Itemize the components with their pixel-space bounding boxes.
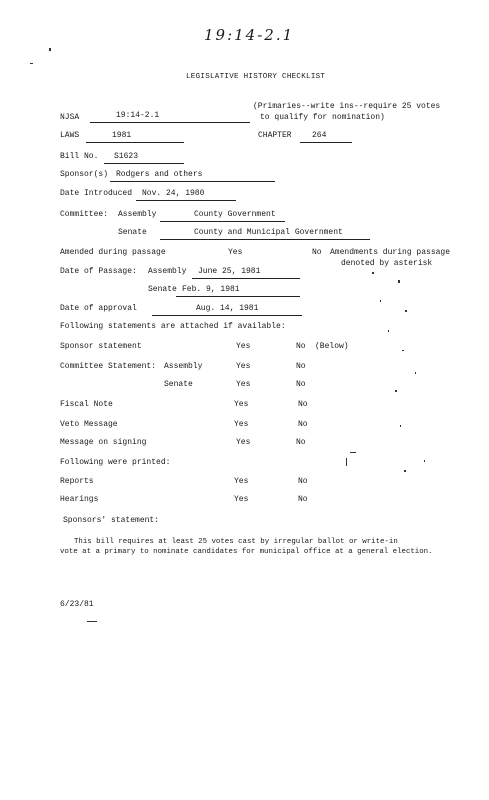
chapter-label: CHAPTER [258, 131, 292, 140]
hearings-label: Hearings [60, 495, 99, 504]
hearings-yes: Yes [234, 495, 249, 504]
introduced-label: Date Introduced [60, 189, 133, 198]
senate-committee-label: Senate [118, 228, 147, 237]
statement-line-2: vote at a primary to nominate candidates for municipal office at a general election. [60, 548, 433, 556]
passage-senate-label: Senate [148, 285, 177, 294]
veto-message-yes: Yes [234, 420, 249, 429]
committee-assembly-no: No [296, 362, 306, 371]
laws-field [86, 131, 184, 143]
amended-note-line-2: denoted by asterisk [341, 259, 433, 268]
stray-mark [30, 63, 33, 64]
footer-date: 6/23/81 [60, 600, 94, 609]
sponsor-statement-yes: Yes [236, 342, 251, 351]
laws-value: 1981 [112, 131, 132, 140]
njsa-value: 19:14-2.1 [116, 111, 160, 120]
approval-field [152, 304, 302, 316]
njsa-field [90, 111, 250, 123]
passage-label: Date of Passage: [60, 267, 137, 276]
bill-value: S1623 [114, 152, 139, 161]
committee-senate-yes: Yes [236, 380, 251, 389]
passage-assembly-label: Assembly [148, 267, 187, 276]
statement-line-1: This bill requires at least 25 votes cast by irregular ballot or write-in [74, 538, 398, 546]
committee-senate-no: No [296, 380, 306, 389]
fiscal-note-no: No [298, 400, 308, 409]
stray-mark [87, 621, 97, 622]
committee-statement-senate: Senate [164, 380, 193, 389]
amended-note-line-1: Amendments during passage [330, 248, 451, 257]
bill-label: Bill No. [60, 152, 99, 161]
veto-message-no: No [298, 420, 308, 429]
approval-label: Date of approval [60, 304, 137, 313]
message-signing-yes: Yes [236, 438, 251, 447]
bill-field [104, 152, 184, 164]
reports-yes: Yes [234, 477, 249, 486]
passage-senate-field [176, 285, 300, 297]
amended-label: Amended during passage [60, 248, 166, 257]
senate-committee-value: County and Municipal Government [194, 228, 343, 237]
passage-assembly-field [192, 267, 300, 279]
primaries-note-line-1: (Primaries--write ins--require 25 votes [253, 102, 441, 111]
fiscal-note-label: Fiscal Note [60, 400, 113, 409]
sponsor-field [110, 170, 275, 182]
sponsor-value: Rodgers and others [116, 170, 203, 179]
assembly-committee-value: County Government [194, 210, 276, 219]
message-signing-label: Message on signing [60, 438, 147, 447]
chapter-field [300, 131, 352, 143]
passage-assembly-date: June 25, 1981 [198, 267, 261, 276]
assembly-committee-field [160, 210, 285, 222]
laws-label: LAWS [60, 131, 80, 140]
statement-heading: Sponsors' statement: [63, 516, 160, 525]
sponsor-statement-extra: (Below) [315, 342, 349, 351]
committee-label: Committee: [60, 210, 109, 219]
committee-statement-assembly: Assembly [164, 362, 203, 371]
fiscal-note-yes: Yes [234, 400, 249, 409]
veto-message-label: Veto Message [60, 420, 118, 429]
printed-heading: Following were printed: [60, 458, 171, 467]
introduced-field [136, 189, 236, 201]
assembly-committee-label: Assembly [118, 210, 157, 219]
committee-statement-label: Committee Statement: [60, 362, 157, 371]
message-signing-no: No [296, 438, 306, 447]
primaries-note-line-2: to qualify for nomination) [260, 113, 385, 122]
amended-no: No [312, 248, 322, 257]
stray-mark [49, 48, 51, 51]
hearings-no: No [298, 495, 308, 504]
chapter-value: 264 [312, 131, 327, 140]
passage-senate-date: Feb. 9, 1981 [182, 285, 240, 294]
amended-yes: Yes [228, 248, 243, 257]
page-title: LEGISLATIVE HISTORY CHECKLIST [186, 73, 326, 81]
reports-no: No [298, 477, 308, 486]
introduced-value: Nov. 24, 1980 [142, 189, 205, 198]
approval-date: Aug. 14, 1981 [196, 304, 259, 313]
senate-committee-field [160, 228, 370, 240]
handwritten-number: 19:14-2.1 [204, 26, 295, 44]
njsa-label: NJSA [60, 113, 80, 122]
sponsor-statement-label: Sponsor statement [60, 342, 142, 351]
attached-heading: Following statements are attached if available: [60, 322, 286, 331]
committee-assembly-yes: Yes [236, 362, 251, 371]
reports-label: Reports [60, 477, 94, 486]
sponsor-statement-no: No [296, 342, 306, 351]
sponsor-label: Sponsor(s) [60, 170, 109, 179]
